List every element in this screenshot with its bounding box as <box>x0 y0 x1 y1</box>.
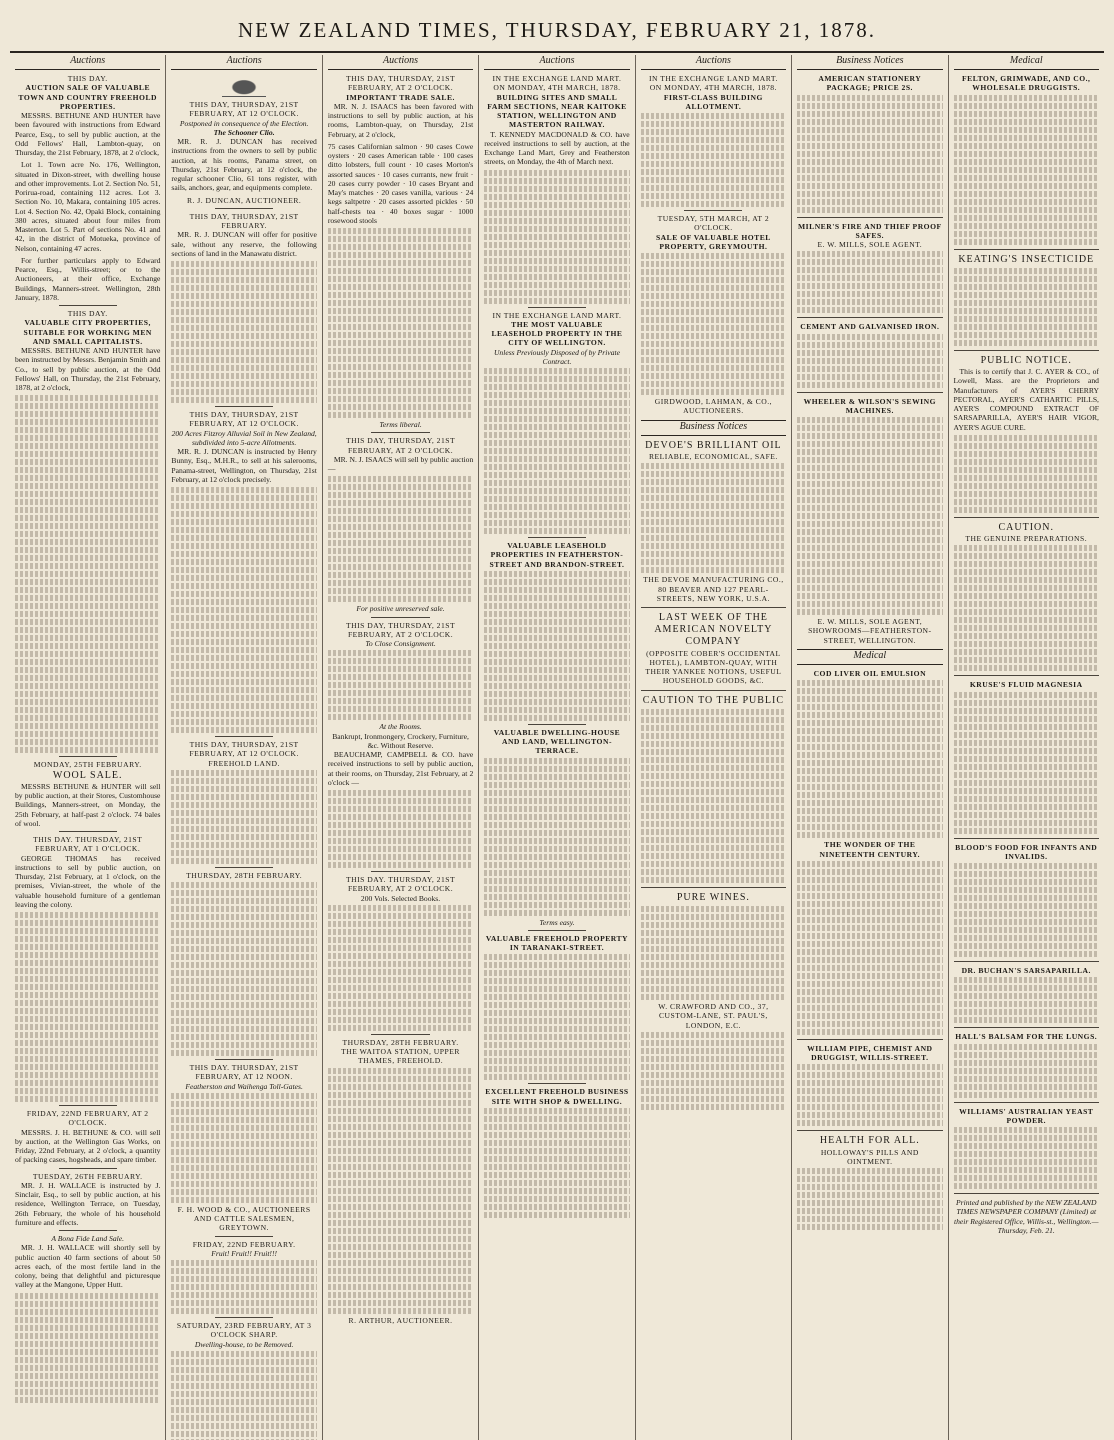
separator <box>641 887 786 888</box>
separator <box>371 1034 429 1035</box>
ad-note: Postponed in consequence of the Election. <box>179 118 309 128</box>
column-heading: Auctions <box>484 55 629 70</box>
separator <box>797 1039 942 1040</box>
text-filler <box>328 650 473 720</box>
ad-date: TUESDAY, 26TH FEBRUARY. <box>32 1171 143 1181</box>
ad-body: MR. R. J. DUNCAN is instructed by Henry Bunny, Esq., M.H.R., to sell at his salerooms, Panama-street, Wellington, on Thursday, 21st February, at 12 o'clock precisely. <box>171 447 317 484</box>
separator <box>954 350 1099 351</box>
column-heading: Auctions <box>15 55 160 70</box>
ad-date: FRIDAY, 22ND FEBRUARY. <box>192 1239 296 1249</box>
ad-title: For positive unreserved sale. <box>356 604 445 614</box>
ad-title: WOOL SALE. <box>52 769 123 781</box>
text-filler <box>641 253 786 395</box>
ad-title: PURE WINES. <box>676 891 750 903</box>
ad-body: BEAUCHAMP, CAMPBELL & CO. have received instructions to sell by public auction, at their rooms, on Thursday, 21st February, at 2 o'clock — <box>327 750 474 787</box>
separator <box>641 607 786 608</box>
ad-body: MR. N. J. ISAACS has been favored with instructions to sell by public auction, at his rooms, Lambton-quay, on Thursday, 21st February, at 2 o'clock, <box>327 101 474 139</box>
ad-title: SALE OF VALUABLE HOTEL PROPERTY, GREYMOUTH. <box>655 232 771 251</box>
ad-title: VALUABLE FREEHOLD PROPERTY IN TARANAKI-STREET. <box>485 933 629 953</box>
separator <box>59 1168 117 1169</box>
text-filler <box>641 113 786 207</box>
separator <box>797 1130 942 1131</box>
ad-title: KRUSE'S FLUID MAGNESIA <box>969 680 1083 690</box>
text-filler <box>328 476 473 602</box>
text-filler <box>328 905 473 1031</box>
ad-title: A Bona Fide Land Sale. <box>51 1234 125 1244</box>
separator <box>641 690 786 691</box>
separator <box>954 838 1099 839</box>
ad-title: VALUABLE DWELLING-HOUSE AND LAND, WELLINGTON-TERRACE. <box>493 727 621 756</box>
ad-sign: R. ARTHUR, AUCTIONEER. <box>348 1315 453 1325</box>
column-6 <box>792 55 948 1440</box>
separator <box>797 217 942 218</box>
separator <box>528 1083 586 1084</box>
ad-lots: Lot 1. Town acre No. 176, Wellington, situated in Dixon-street, with dwelling house and other improvements. Lot 2. Section No. 51, Porirua-road, containing 112 acres. Lot 3. Section No. 10, Makara, containing 105 acres. Lot 4. Section No. 42, Opaki Block, containing 380 acres, situated about four miles from Masterton. Lot 5. Part of sections No. 41 and 42, in the district of Motueka, province of Nelson, containing 47 acres. <box>15 160 161 253</box>
ad-title: AMERICAN STATIONERY PACKAGE; PRICE 2S. <box>818 74 922 93</box>
ad-title: AUCTION SALE OF VALUABLE TOWN AND COUNTRY FREEHOLD PROPERTIES. <box>18 83 158 111</box>
ad-date: SATURDAY, 23RD FEBRUARY, AT 3 O'CLOCK SHARP. <box>176 1321 312 1340</box>
ad-sign: F. H. WOOD & CO., AUCTIONEERS AND CATTLE SALESMEN, GREYTOWN. <box>177 1204 311 1233</box>
ad-title: HEALTH FOR ALL. <box>819 1135 920 1147</box>
ad-title: VALUABLE CITY PROPERTIES, SUITABLE FOR WORKING MEN AND SMALL CAPITALISTS. <box>23 318 152 346</box>
separator <box>528 724 586 725</box>
ad-title: IMPORTANT TRADE SALE. <box>346 92 455 102</box>
ad-when: THIS DAY, THURSDAY, 21ST FEBRUARY. <box>189 211 299 231</box>
ad-sub: (OPPOSITE COBER'S OCCIDENTAL HOTEL), LAMBTON-QUAY, WITH THEIR YANKEE NOTIONS, USEFUL HOUSEHOLD GOODS, &C. <box>645 648 782 686</box>
ad-date: ON MONDAY, 4TH MARCH, 1878. <box>493 83 621 93</box>
column-heading: Auctions <box>641 55 786 70</box>
ad-when: THIS DAY, THURSDAY, 21ST FEBRUARY, AT 12 O'CLOCK. <box>189 740 299 759</box>
ad-date: MONDAY, 25TH FEBRUARY. <box>33 760 142 770</box>
ad-title: PUBLIC NOTICE. <box>980 354 1072 366</box>
ad-title: HALL'S BALSAM FOR THE LUNGS. <box>955 1032 1098 1042</box>
text-filler <box>797 334 942 388</box>
text-filler <box>641 1032 786 1110</box>
imprint: Printed and published by the NEW ZEALAND TIMES NEWSPAPER COMPANY (Limited) at their Registered Office, Willis-st., Wellington.—Thursday, Feb. 21. <box>953 1198 1099 1235</box>
ad-title: To Close Consignment. <box>365 639 436 649</box>
separator <box>59 305 117 306</box>
ad-body: MR. R. J. DUNCAN will offer for positive sale, without any reserve, the following sections of land in the Manawatu district. <box>171 230 317 258</box>
ad-title: Dwelling-house, to be Removed. <box>194 1339 294 1349</box>
ad-title: The Schooner Clio. <box>213 127 275 137</box>
separator <box>954 1027 1099 1028</box>
text-filler <box>954 1044 1099 1098</box>
text-filler <box>15 395 160 753</box>
ad-title: CAUTION. <box>998 521 1054 533</box>
ad-body: MR. R. J. DUNCAN has received instructions from the owners to sell by public auction, at his rooms, Panama street, on Thursday, 21st February, at 12 o'clock, the regular schooner Clio, 61 tons register, with sails, anchors, gear, and equipments complete. <box>171 137 317 193</box>
ad-body: MESSRS BETHUNE & HUNTER will sell by public auction, at their Stores, Customhouse Buildings, Manners-street, on Monday, the 25th February, at half-past 2 o'clock. 74 bales of wool. <box>15 781 161 828</box>
column-2 <box>166 55 322 1440</box>
separator <box>215 208 273 209</box>
text-filler <box>954 95 1099 245</box>
text-filler <box>328 1068 473 1314</box>
text-filler <box>15 1293 160 1403</box>
text-filler <box>797 95 942 213</box>
ad-title: 200 Acres Fitzroy Alluvial Soil in New Zealand, subdivided into 5-acre Allotments. <box>171 428 317 447</box>
separator <box>954 1102 1099 1103</box>
ad-title: THE WONDER OF THE NINETEENTH CENTURY. <box>819 840 921 859</box>
column-7 <box>949 55 1104 1440</box>
ad-when: THIS DAY, THURSDAY, 21ST FEBRUARY, AT 12 O'CLOCK. <box>189 410 299 429</box>
text-filler <box>328 228 473 418</box>
ad-title: THE MOST VALUABLE LEASEHOLD PROPERTY IN THE CITY OF WELLINGTON. <box>491 319 623 348</box>
ad-body: MR. J. H. WALLACE will shortly sell by public auction 40 farm sections of about 50 acres each, of the most fertile land in the colony, being that delightful and picturesque valley at the Mangone, Upper Hutt. <box>15 1243 161 1290</box>
section-heading: Medical <box>797 649 942 665</box>
ad-body: MESSRS. BETHUNE AND HUNTER have been favoured with instructions from Edward Pearce, Esq., to sell by public auction, at the Odd Fellows' Hall, Lambton-quay, on Thursday, the 21st February, 1878, at 2 o'clock, <box>15 111 161 158</box>
separator <box>215 1059 273 1060</box>
ad-when: THIS DAY. <box>67 309 108 319</box>
separator <box>371 617 429 618</box>
separator <box>797 317 942 318</box>
separator <box>954 249 1099 250</box>
ad-title: FIRST-CLASS BUILDING ALLOTMENT. <box>663 92 763 111</box>
text-filler <box>797 1064 942 1126</box>
separator <box>215 1317 273 1318</box>
ad-when: THIS DAY, THURSDAY, 21ST FEBRUARY, AT 2 O'CLOCK. <box>345 436 456 455</box>
ad-title: LAST WEEK OF THE AMERICAN NOVELTY COMPANY <box>654 612 773 648</box>
ad-when: THIS DAY. THURSDAY, 21ST FEBRUARY, AT 2 O'CLOCK. <box>345 875 456 894</box>
column-3 <box>323 55 479 1440</box>
ad-title: DR. BUCHAN'S SARSAPARILLA. <box>961 966 1091 975</box>
separator <box>797 392 942 393</box>
separator <box>371 432 429 433</box>
text-filler <box>171 1351 316 1440</box>
ad-title: BLOOD'S FOOD FOR INFANTS AND INVALIDS. <box>955 842 1098 861</box>
separator <box>215 867 273 868</box>
text-filler <box>484 954 629 1080</box>
text-filler <box>171 261 316 403</box>
separator <box>684 210 742 211</box>
column-heading: Auctions <box>171 55 316 70</box>
text-filler <box>954 1127 1099 1189</box>
ad-close: For further particulars apply to Edward Pearce, Esq., Willis-street; or to the Auctioneers, at their office, Exchange Buildings, Manners-street. Wellington, 28th January, 1878. <box>15 255 161 302</box>
separator <box>215 406 273 407</box>
ad-title: 200 Vols. Selected Books. <box>360 893 441 903</box>
text-filler <box>954 692 1099 834</box>
ad-title: CAUTION TO THE PUBLIC <box>642 694 785 706</box>
text-filler <box>954 435 1099 513</box>
separator <box>59 756 117 757</box>
masthead: NEW ZEALAND TIMES, THURSDAY, FEBRUARY 21, 1878. <box>237 18 877 42</box>
text-filler <box>954 977 1099 1023</box>
ad-body: MESSRS. J. H. BETHUNE & CO. will sell by auction, at the Wellington Gas Works, on Friday, 22nd February, at 2 o'clock, a quantity of packing cases, hogsheads, and spare timber. <box>15 1127 161 1165</box>
text-filler <box>484 170 629 304</box>
ad-sign: E. W. MILLS, SOLE AGENT. <box>817 240 923 250</box>
separator <box>528 930 586 931</box>
column-heading: Medical <box>954 55 1099 70</box>
ad-body: Bankrupt, Ironmongery, Crockery, Furniture, &c. Without Reserve. <box>332 731 469 750</box>
ad-terms: Terms liberal. <box>379 420 422 430</box>
ad-title: Featherston and Waihenga Toll-Gates. <box>185 1081 303 1091</box>
text-filler <box>641 906 786 1000</box>
text-filler <box>15 912 160 1102</box>
column-5 <box>636 55 792 1440</box>
text-filler <box>797 1168 942 1230</box>
text-filler <box>171 882 316 1056</box>
ad-title: WILLIAMS' AUSTRALIAN YEAST POWDER. <box>959 1106 1094 1125</box>
separator <box>954 961 1099 962</box>
column-heading: Auctions <box>328 55 473 70</box>
text-filler <box>954 863 1099 957</box>
section-heading: Business Notices <box>641 420 786 436</box>
ad-when: THIS DAY, THURSDAY, 21ST FEBRUARY, AT 2 O'CLOCK. <box>345 74 456 93</box>
columns <box>10 55 1104 1440</box>
ad-date: THURSDAY, 28TH FEBRUARY. <box>342 1037 459 1047</box>
ad-place: IN THE EXCHANGE LAND MART. <box>492 310 622 320</box>
text-filler <box>328 790 473 868</box>
text-filler <box>797 251 942 313</box>
ad-body: MR. N. J. ISAACS will sell by public auction — <box>327 454 474 474</box>
ad-date: ON MONDAY, 4TH MARCH, 1878. <box>649 83 777 93</box>
separator <box>954 517 1099 518</box>
ad-body: This is to certify that J. C. AYER & CO., of Lowell, Mass. are the Proprietors and Manufacturers of AYER'S CHERRY PECTORAL, AYER'S CATHARTIC PILLS, AYER'S COMPOUND EXTRACT OF SARSAPARILLA, AYER'S HAIR VIGOR, AYER'S AGUE CURE. <box>953 367 1099 432</box>
column-heading: Business Notices <box>797 55 942 70</box>
ad-title: MILNER'S FIRE AND THIEF PROOF SAFES. <box>798 221 942 240</box>
ad-title: VALUABLE LEASEHOLD PROPERTIES IN FEATHERSTON-STREET AND BRANDON-STREET. <box>489 541 625 569</box>
text-filler <box>484 1108 629 1218</box>
ad-when: THIS DAY. THURSDAY, 21ST FEBRUARY, AT 12 NOON. <box>189 1063 299 1082</box>
separator <box>215 1236 273 1237</box>
masthead-rule <box>10 51 1104 53</box>
ad-title: FREEHOLD LAND. <box>208 758 280 768</box>
ad-title: COD LIVER OIL EMULSION <box>813 669 927 679</box>
ad-title: KEATING'S INSECTICIDE <box>958 253 1095 265</box>
ad-place: IN THE EXCHANGE LAND MART. <box>648 74 778 84</box>
separator <box>59 831 117 832</box>
ad-sign: W. CRAWFORD AND CO., 37, CUSTOM-LANE, ST. PAUL'S, LONDON, E.C. <box>658 1002 769 1030</box>
text-filler <box>171 1093 316 1203</box>
ad-title: FELTON, GRIMWADE, AND CO., WHOLESALE DRUGGISTS. <box>962 74 1091 93</box>
ad-title: THE WAITOA STATION, UPPER THAMES, FREEHOLD. <box>341 1047 460 1066</box>
separator <box>371 871 429 872</box>
text-filler <box>797 861 942 1035</box>
text-filler <box>171 487 316 733</box>
ad-when: THIS DAY, THURSDAY, 21ST FEBRUARY, AT 12 O'CLOCK. <box>189 100 299 119</box>
ad-note: Unless Previously Disposed of by Private Contract. <box>493 347 620 366</box>
text-filler <box>954 268 1099 346</box>
text-filler <box>954 545 1099 671</box>
ad-title: CEMENT AND GALVANISED IRON. <box>800 322 940 332</box>
ad-title: Fruit! Fruit!! Fruit!!! <box>211 1248 278 1258</box>
ad-sign: THE DEVOE MANUFACTURING CO., 80 BEAVER AND 127 PEARL-STREETS, NEW YORK, U.S.A. <box>643 575 784 603</box>
separator <box>59 1230 117 1231</box>
separator <box>954 675 1099 676</box>
ad-when: THIS DAY, THURSDAY, 21ST FEBRUARY, AT 2 O'CLOCK. <box>345 620 456 639</box>
ad-body: T. KENNEDY MACDONALD & CO. have received instructions to sell by auction, at the Exchange Land Mart, Grey and Featherston streets, on Monday, the 4th of March next. <box>484 129 630 167</box>
ad-body: GEORGE THOMAS has received instructions to sell by public auction, on Thursday, 21st February, at 1 o'clock, on the premises, Vivian-street, the whole of the valuable household furniture of a gentleman leaving the colony. <box>15 853 161 909</box>
ad-title: WHEELER & WILSON'S SEWING MACHINES. <box>803 396 937 415</box>
ad-title: WILLIAM PIPE, CHEMIST AND DRUGGIST, WILLIS-STREET. <box>807 1043 933 1063</box>
text-filler <box>797 417 942 615</box>
ad-sign: GIRDWOOD, LAHMAN, & CO., AUCTIONEERS. <box>654 397 773 416</box>
ad-date: THIS DAY. THURSDAY, 21ST FEBRUARY, AT 1 O'CLOCK. <box>33 835 143 854</box>
ad-body: MR. J. H. WALLACE is instructed by J. Sinclair, Esq., to sell by public auction, at his residence, Wellington Terrace, on Tuesday, 26th February, the whole of his household furniture and effects. <box>15 1180 161 1227</box>
ad-title: EXCELLENT FREEHOLD BUSINESS SITE WITH SHOP & DWELLING. <box>485 1087 629 1106</box>
text-filler <box>484 758 629 916</box>
ad-terms: Terms easy. <box>539 917 575 927</box>
ad-place: IN THE EXCHANGE LAND MART. <box>492 74 622 84</box>
ad-title: BUILDING SITES AND SMALL FARM SECTIONS, NEAR KAITOKE STATION, WELLINGTON AND MASTERTON RAILWAY. <box>487 92 627 130</box>
separator <box>215 736 273 737</box>
ad-date: FRIDAY, 22ND FEBRUARY, AT 2 O'CLOCK. <box>26 1109 149 1128</box>
ship-illustration <box>222 74 266 97</box>
text-filler <box>484 571 629 721</box>
ad-sign: E. W. MILLS, SOLE AGENT, SHOWROOMS—FEATHERSTON-STREET, WELLINGTON. <box>808 617 932 645</box>
ad-title: At the Rooms. <box>379 722 422 732</box>
ad-when: THIS DAY. <box>67 74 108 84</box>
ad-title: DEVOE'S BRILLIANT OIL <box>645 439 782 451</box>
text-filler <box>641 463 786 573</box>
separator <box>954 1193 1099 1194</box>
column-4 <box>479 55 635 1440</box>
text-filler <box>171 1260 316 1314</box>
text-filler <box>171 770 316 864</box>
text-filler <box>641 709 786 883</box>
ad-sub: HOLLOWAY'S PILLS AND OINTMENT. <box>820 1147 919 1166</box>
text-filler <box>797 680 942 838</box>
text-filler <box>484 368 629 534</box>
ad-list: 75 cases Californian salmon · 90 cases Cowe oysters · 20 cases American table · 100 cases ditto lobsters, full count · 10 cases Morton's assorted sauces · 10 cases currants, new fruit · 20 cases curry powder · 10 cases Bryant and May's matches · 20 cases vanilla, various · 24 kegs saltpetre · 20 cases assorted pickles · 50 half-chests tea · 40 boxes sugar · 1000 rosewood stools <box>327 141 474 225</box>
separator <box>59 1105 117 1106</box>
ad-body: MESSRS. BETHUNE AND HUNTER have been instructed by Messrs. Benjamin Smith and Co., to sell by public auction, at the Odd Fellows' Hall, on Thursday, the 21st February, 1878, at 2 o'clock, <box>15 346 161 393</box>
separator <box>528 307 586 308</box>
ad-sub: RELIABLE, ECONOMICAL, SAFE. <box>648 452 778 462</box>
column-1 <box>10 55 166 1440</box>
ad-sub: THE GENUINE PREPARATIONS. <box>965 534 1088 543</box>
ad-date: THURSDAY, 28TH FEBRUARY. <box>186 870 303 880</box>
ad-date: TUESDAY, 5TH MARCH, AT 2 O'CLOCK. <box>657 214 770 233</box>
ad-sign: R. J. DUNCAN, AUCTIONEER. <box>186 195 302 205</box>
separator <box>528 537 586 538</box>
